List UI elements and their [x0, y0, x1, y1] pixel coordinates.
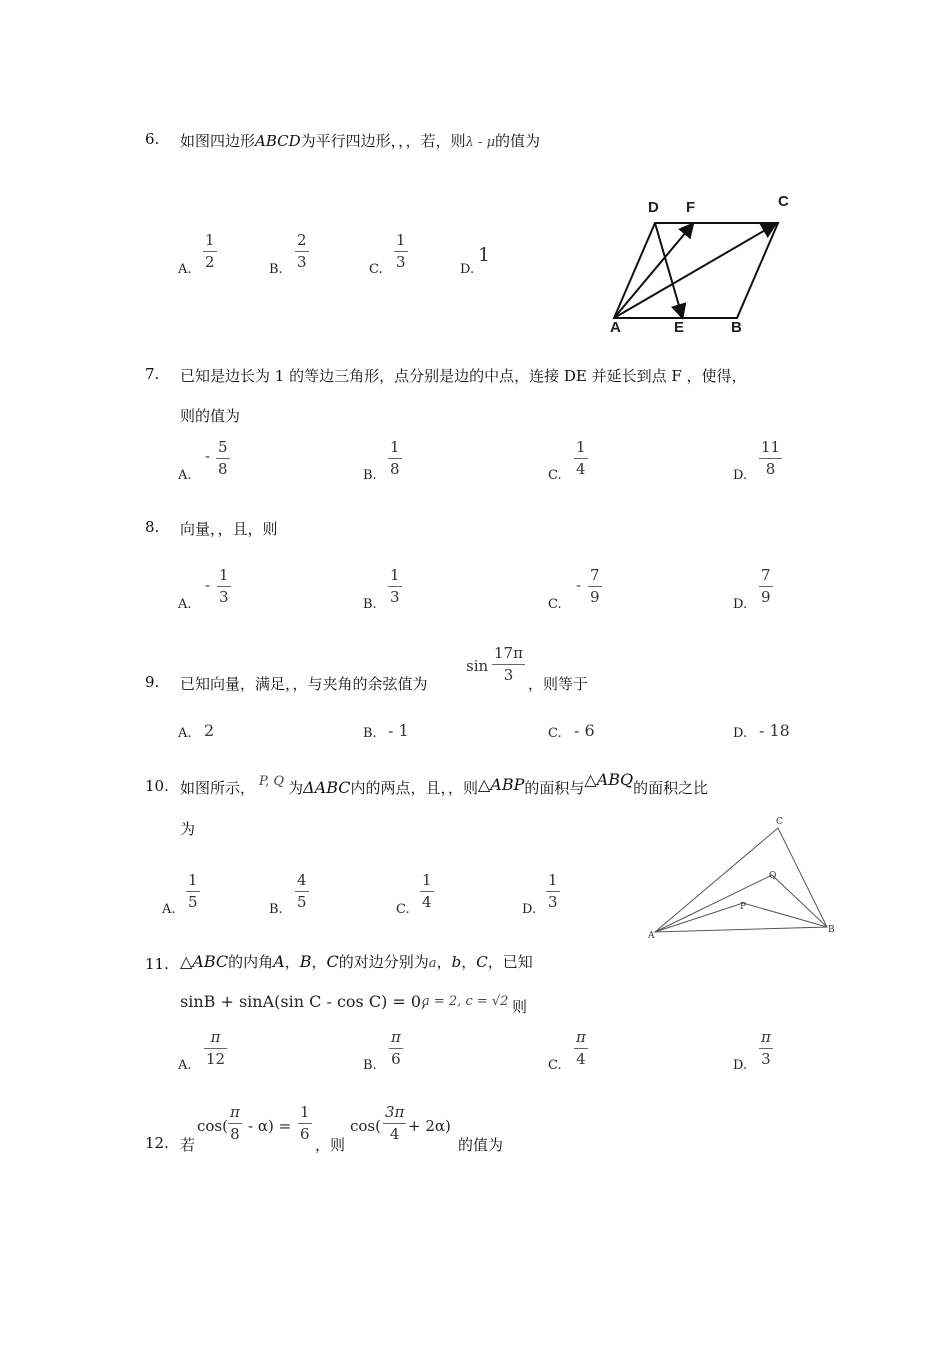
- q7-option-c-label: C.: [548, 468, 562, 483]
- q11-option-a-value: π 12: [206, 1028, 226, 1068]
- q8-option-c-label: C.: [548, 597, 562, 612]
- q10-label-a: A: [648, 931, 655, 941]
- q6-vector-de: [655, 223, 682, 316]
- q8-option-a-value: 1 3: [219, 566, 229, 606]
- q11-sep-2: ，: [311, 953, 327, 971]
- q10-number: 10.: [145, 777, 169, 795]
- q6-label-e: E: [674, 319, 685, 336]
- q9-option-c-label: C.: [548, 726, 562, 741]
- q6-label-c: C: [778, 193, 789, 210]
- q11-option-c-label: C.: [548, 1058, 562, 1073]
- q10-text-c: 内的两点，且，，则: [350, 779, 478, 797]
- q10-label-c: C: [776, 817, 783, 827]
- q10-triangle-abp: △ABP: [478, 775, 525, 794]
- q11-side-a: a: [428, 956, 437, 971]
- q9-option-d-value: - 18: [759, 721, 790, 740]
- q9-option-c-value: - 6: [574, 721, 595, 740]
- q6-number: 6.: [145, 130, 160, 148]
- q11-condition: a = 2, c = √2: [422, 994, 509, 1009]
- q10-pq: P, Q: [259, 774, 285, 789]
- q8-option-c-sign: -: [576, 576, 582, 594]
- q10-triangle-figure: [640, 815, 845, 945]
- q11-text-1: 的内角: [228, 953, 274, 971]
- q8-stem: 向量，，且，则: [180, 520, 278, 538]
- q8-option-d-value: 7 9: [761, 566, 771, 606]
- q12-cos2-post: + 2α): [408, 1117, 451, 1135]
- q11-sep-1: ，: [284, 953, 300, 971]
- q8-option-a-sign: -: [205, 576, 211, 594]
- q8-option-b-label: B.: [363, 597, 377, 612]
- q10-option-d-label: D.: [522, 902, 537, 917]
- q10-label-q: Q: [769, 871, 777, 881]
- q10-option-c-value: 1 4: [422, 871, 432, 911]
- q9-option-b-value: - 1: [388, 721, 409, 740]
- q11-option-b-value: π 6: [391, 1028, 401, 1068]
- q11-side-c: C: [476, 953, 488, 971]
- q11-option-d-value: π 3: [761, 1028, 771, 1068]
- q7-line2: 则的值为: [180, 407, 241, 425]
- q12-number: 12.: [145, 1134, 169, 1152]
- q10-text-d: 的面积与: [524, 779, 585, 797]
- q11-option-c-value: π 4: [576, 1028, 586, 1068]
- q11-formula: sinB + sinA(sin C - cos C) = 0,: [180, 992, 427, 1011]
- q6-option-b-label: B.: [269, 262, 283, 277]
- q6-text-pre: 如图四边形: [180, 132, 256, 150]
- q10-text-e: 的面积之比: [633, 779, 709, 797]
- q12-cos2-fraction: 3π 4: [385, 1103, 405, 1143]
- q6-text-post: 的值为: [495, 132, 541, 150]
- q9-option-b-label: B.: [363, 726, 377, 741]
- q11-sep-4: ，: [461, 953, 477, 971]
- q6-option-a-label: A.: [178, 262, 192, 277]
- q9-option-a-value: 2: [204, 721, 215, 740]
- q7-option-a-value: 5 8: [218, 438, 228, 478]
- q12-cos1-pre: cos(: [197, 1117, 228, 1135]
- q6-lambda-mu: λ - μ: [465, 135, 496, 150]
- q12-tail: 的值为: [458, 1136, 504, 1154]
- q7-line1: 已知是边长为 1 的等边三角形，点分别是边的中点，连接 DE 并延长到点 F ，使得，: [180, 367, 747, 385]
- q11-stem: [180, 951, 533, 972]
- q11-angle-c: C: [326, 952, 339, 971]
- q9-sin: sin: [466, 657, 489, 675]
- q6-option-c-value: 1 3: [396, 231, 406, 271]
- q11-angle-a: A: [273, 952, 285, 971]
- q10-stem: [180, 770, 709, 798]
- q11-text-3: ，已知: [487, 953, 533, 971]
- q10-text-b: 为: [288, 779, 304, 797]
- q6-stem: [180, 130, 540, 151]
- q11-triangle-abc: △ABC: [180, 952, 229, 971]
- q12-cos2-pre: cos(: [350, 1117, 381, 1135]
- q6-option-a-value: 1 2: [205, 231, 215, 271]
- q6-label-f: F: [686, 199, 696, 216]
- q7-option-a-sign: -: [205, 447, 211, 465]
- q9-stem-pre: 已知向量，满足，，与夹角的余弦值为: [180, 675, 428, 693]
- q10-line2: 为: [180, 820, 196, 838]
- q12-cos1-post: - α) =: [248, 1117, 292, 1135]
- q8-number: 8.: [145, 518, 160, 536]
- q6-text-mid: 为平行四边形，，，若，则: [300, 132, 466, 150]
- q11-option-d-label: D.: [733, 1058, 748, 1073]
- q7-option-d-label: D.: [733, 468, 748, 483]
- q11-text-2: 的对边分别为: [338, 953, 429, 971]
- q11-side-b: b: [451, 953, 462, 971]
- q10-option-a-label: A.: [162, 902, 176, 917]
- q12-cos1-fraction: π 8: [230, 1103, 240, 1143]
- q11-option-b-label: B.: [363, 1058, 377, 1073]
- q6-option-d-value: 1: [478, 244, 491, 266]
- q6-vector-ac: [614, 225, 774, 318]
- q10-option-a-value: 1 5: [188, 871, 198, 911]
- q6-abcd: ABCD: [255, 132, 301, 150]
- q7-option-b-label: B.: [363, 468, 377, 483]
- q6-parallelogram-figure: [600, 190, 800, 340]
- q7-option-d-value: 11 8: [761, 438, 781, 478]
- q6-label-b: B: [731, 319, 742, 336]
- q10-option-b-label: B.: [269, 902, 283, 917]
- q8-option-c-value: 7 9: [590, 566, 600, 606]
- q12-rhs-fraction: 1 6: [300, 1103, 310, 1143]
- q9-option-d-label: D.: [733, 726, 748, 741]
- q6-label-d: D: [648, 199, 659, 216]
- q10-label-p: P: [740, 902, 747, 912]
- q10-triangle-abc: ΔABC: [303, 778, 351, 797]
- q10-triangle-abq: △ABQ: [584, 770, 634, 789]
- q10-option-d-value: 1 3: [548, 871, 558, 911]
- q10-text-a: 如图所示，: [180, 779, 256, 797]
- q7-option-b-value: 1 8: [390, 438, 400, 478]
- q8-option-b-value: 1 3: [390, 566, 400, 606]
- q12-ruo: 若: [180, 1136, 196, 1154]
- q9-sin-fraction: 17π 3: [494, 644, 523, 684]
- q11-then: 则: [512, 998, 528, 1016]
- q7-option-c-value: 1 4: [576, 438, 586, 478]
- q6-vector-af: [614, 225, 692, 318]
- q11-number: 11.: [145, 955, 169, 973]
- q6-option-c-label: C.: [369, 262, 383, 277]
- q8-option-a-label: A.: [178, 597, 192, 612]
- q8-option-d-label: D.: [733, 597, 748, 612]
- q6-label-a: A: [610, 319, 621, 336]
- q11-angle-b: B: [299, 952, 312, 971]
- q10-option-b-value: 4 5: [297, 871, 307, 911]
- q10-triangle-abc-outline: [655, 828, 827, 932]
- q6-option-b-value: 2 3: [297, 231, 307, 271]
- q12-ze: ，则: [315, 1136, 346, 1154]
- q10-label-b: B: [828, 925, 835, 935]
- q9-number: 9.: [145, 673, 160, 691]
- q9-stem-post: ，则等于: [528, 675, 589, 693]
- q9-option-a-label: A.: [178, 726, 192, 741]
- q7-option-a-label: A.: [178, 468, 192, 483]
- q7-number: 7.: [145, 365, 160, 383]
- q10-option-c-label: C.: [396, 902, 410, 917]
- q11-option-a-label: A.: [178, 1058, 192, 1073]
- q6-option-d-label: D.: [460, 262, 475, 277]
- q11-sep-3: ，: [436, 953, 452, 971]
